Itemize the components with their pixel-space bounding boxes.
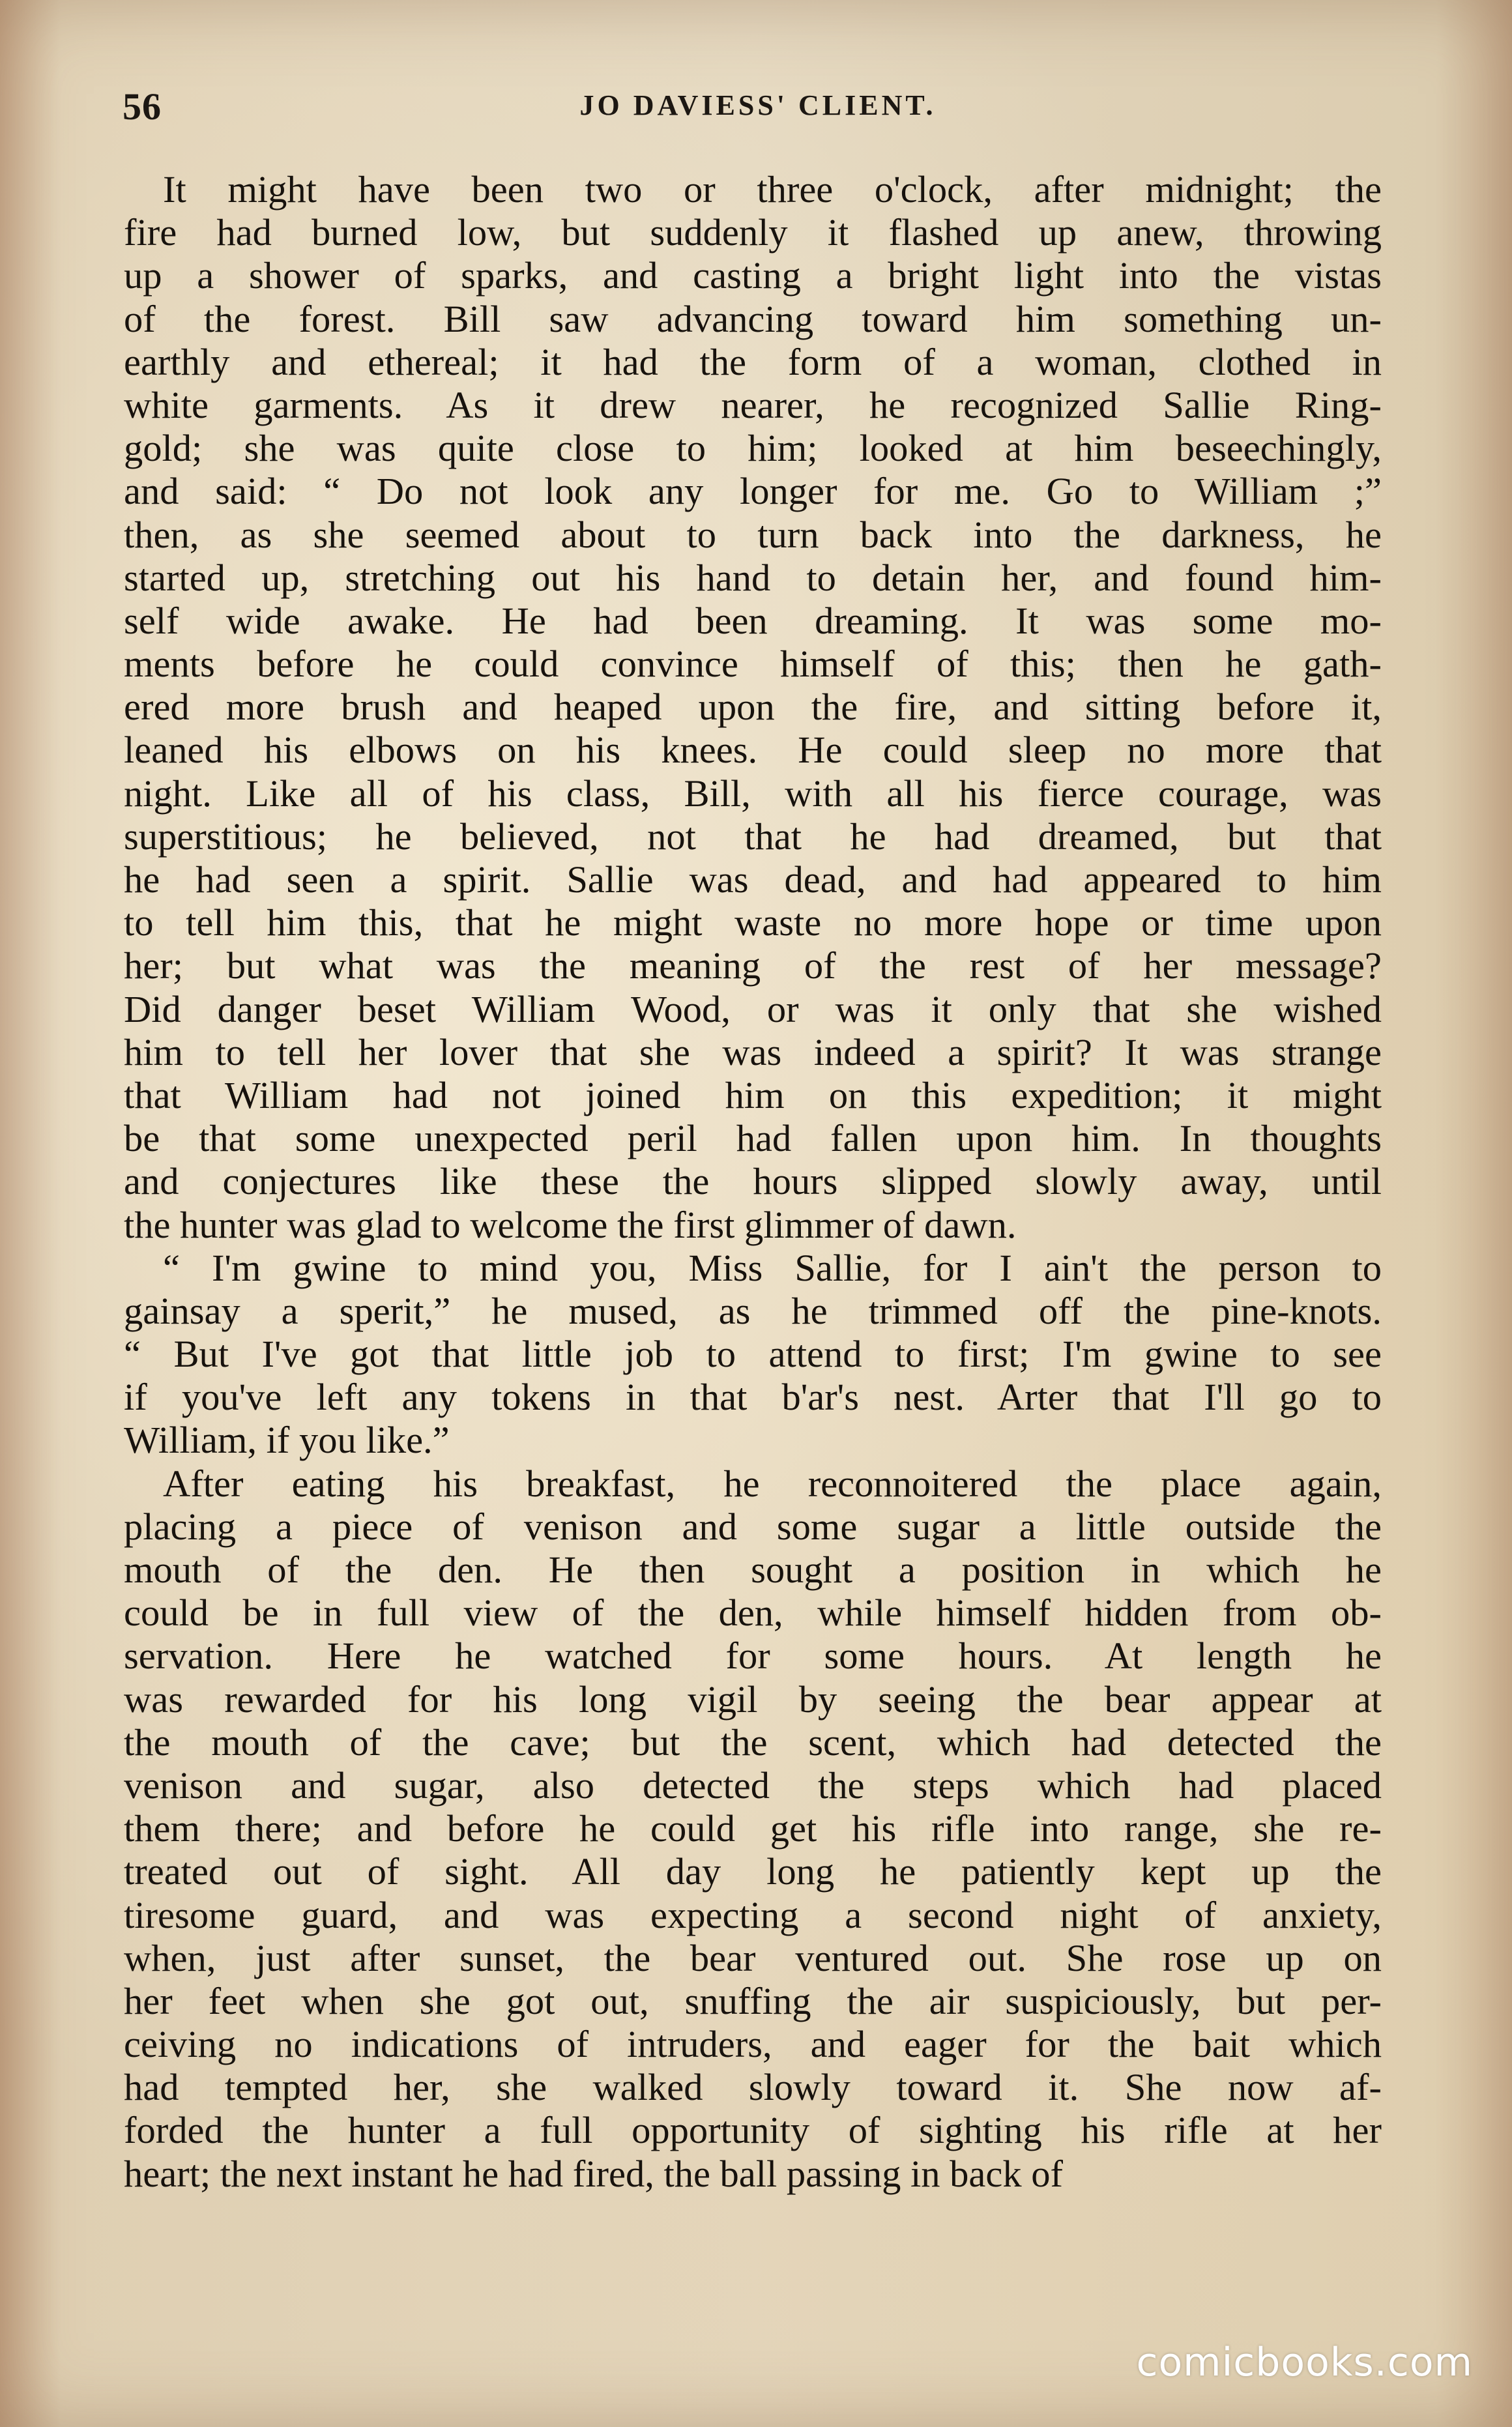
text-line: mouth of the den. He then sought a position in which he bbox=[124, 1548, 1382, 1591]
text-line: It might have been two or three o'clock, after midnight; the bbox=[163, 168, 1382, 211]
text-line: superstitious; he believed, not that he had dreamed, but that bbox=[124, 815, 1382, 858]
text-line: leaned his elbows on his knees. He could sleep no more that bbox=[124, 729, 1382, 772]
text-line: “ But I've got that little job to attend to first; I'm gwine to see bbox=[124, 1333, 1382, 1376]
text-line: her feet when she got out, snuffing the air suspiciously, but per- bbox=[124, 1979, 1382, 2022]
text-line: gold; she was quite close to him; looked at him beseechingly, bbox=[124, 427, 1382, 470]
paragraph bbox=[124, 168, 1382, 1247]
text-line: ceiving no indications of intruders, and eager for the bait which bbox=[124, 2023, 1382, 2066]
text-line: Did danger beset William Wood, or was it only that she wished bbox=[124, 987, 1382, 1030]
text-line: then, as she seemed about to turn back into the darkness, he bbox=[124, 513, 1382, 556]
text-line: self wide awake. He had been dreaming. It was some mo- bbox=[124, 599, 1382, 642]
text-line: William, if you like.” bbox=[124, 1419, 450, 1462]
body-text bbox=[124, 168, 1382, 2196]
text-line: ments before he could convince himself of this; then he gath- bbox=[124, 643, 1382, 686]
watermark: comicbooks.com bbox=[1136, 2340, 1473, 2385]
text-line: fire had burned low, but suddenly it flashed up anew, throwing bbox=[124, 211, 1382, 254]
text-line: him to tell her lover that she was indeed a spirit? It was strange bbox=[124, 1030, 1382, 1073]
text-line: placing a piece of venison and some sugar a little outside the bbox=[124, 1505, 1382, 1548]
text-line: tiresome guard, and was expecting a second night of anxiety, bbox=[124, 1893, 1382, 1936]
text-line: the mouth of the cave; but the scent, which had detected the bbox=[124, 1721, 1382, 1764]
text-line: treated out of sight. All day long he patiently kept up the bbox=[124, 1850, 1382, 1893]
text-line: them there; and before he could get his rifle into range, she re- bbox=[124, 1807, 1382, 1850]
text-line: night. Like all of his class, Bill, with all his fierce courage, was bbox=[124, 772, 1382, 815]
text-line: forded the hunter a full opportunity of sighting his rifle at her bbox=[124, 2109, 1382, 2152]
text-line: After eating his breakfast, he reconnoitered the place again, bbox=[163, 1462, 1382, 1505]
text-line: earthly and ethereal; it had the form of a woman, clothed in bbox=[124, 340, 1382, 383]
text-line: when, just after sunset, the bear ventured out. She rose up on bbox=[124, 1936, 1382, 1979]
text-line: and conjectures like these the hours slipped slowly away, until bbox=[124, 1160, 1382, 1203]
text-line: her; but what was the meaning of the rest of her message? bbox=[124, 944, 1382, 987]
text-line: could be in full view of the den, while himself hidden from ob- bbox=[124, 1591, 1382, 1635]
paragraph bbox=[124, 1247, 1382, 1462]
page-number: 56 bbox=[123, 85, 162, 128]
text-line: up a shower of sparks, and casting a bright light into the vistas bbox=[124, 254, 1382, 297]
text-line: ered more brush and heaped upon the fire, and sitting before it, bbox=[124, 686, 1382, 729]
text-line: servation. Here he watched for some hours. At length he bbox=[124, 1635, 1382, 1678]
paragraph bbox=[124, 1462, 1382, 2196]
running-title: JO DAVIESS' CLIENT. bbox=[579, 89, 937, 121]
text-line: started up, stretching out his hand to detain her, and found him- bbox=[124, 556, 1382, 599]
text-line: he had seen a spirit. Sallie was dead, and had appeared to him bbox=[124, 858, 1382, 901]
text-line: be that some unexpected peril had fallen upon him. In thoughts bbox=[124, 1117, 1382, 1160]
text-line: “ I'm gwine to mind you, Miss Sallie, for I ain't the person to bbox=[163, 1246, 1382, 1289]
running-head bbox=[123, 85, 1393, 130]
text-line: gainsay a sperit,” he mused, as he trimmed off the pine-knots. bbox=[124, 1289, 1382, 1332]
text-line: and said: “ Do not look any longer for me. Go to William ;” bbox=[124, 470, 1382, 513]
text-line: to tell him this, that he might waste no more hope or time upon bbox=[124, 901, 1382, 944]
text-line: was rewarded for his long vigil by seeing the bear appear at bbox=[124, 1678, 1382, 1721]
text-line: the hunter was glad to welcome the first glimmer of dawn. bbox=[124, 1203, 1017, 1246]
text-line: white garments. As it drew nearer, he recognized Sallie Ring- bbox=[124, 383, 1382, 426]
text-line: venison and sugar, also detected the steps which had placed bbox=[124, 1764, 1382, 1807]
text-line: of the forest. Bill saw advancing toward him something un- bbox=[124, 297, 1382, 340]
text-line: had tempted her, she walked slowly toward it. She now af- bbox=[124, 2066, 1382, 2109]
text-line: that William had not joined him on this expedition; it might bbox=[124, 1073, 1382, 1116]
text-line: heart; the next instant he had fired, the ball passing in back of bbox=[124, 2152, 1063, 2195]
text-line: if you've left any tokens in that b'ar's nest. Arter that I'll go to bbox=[124, 1376, 1382, 1419]
